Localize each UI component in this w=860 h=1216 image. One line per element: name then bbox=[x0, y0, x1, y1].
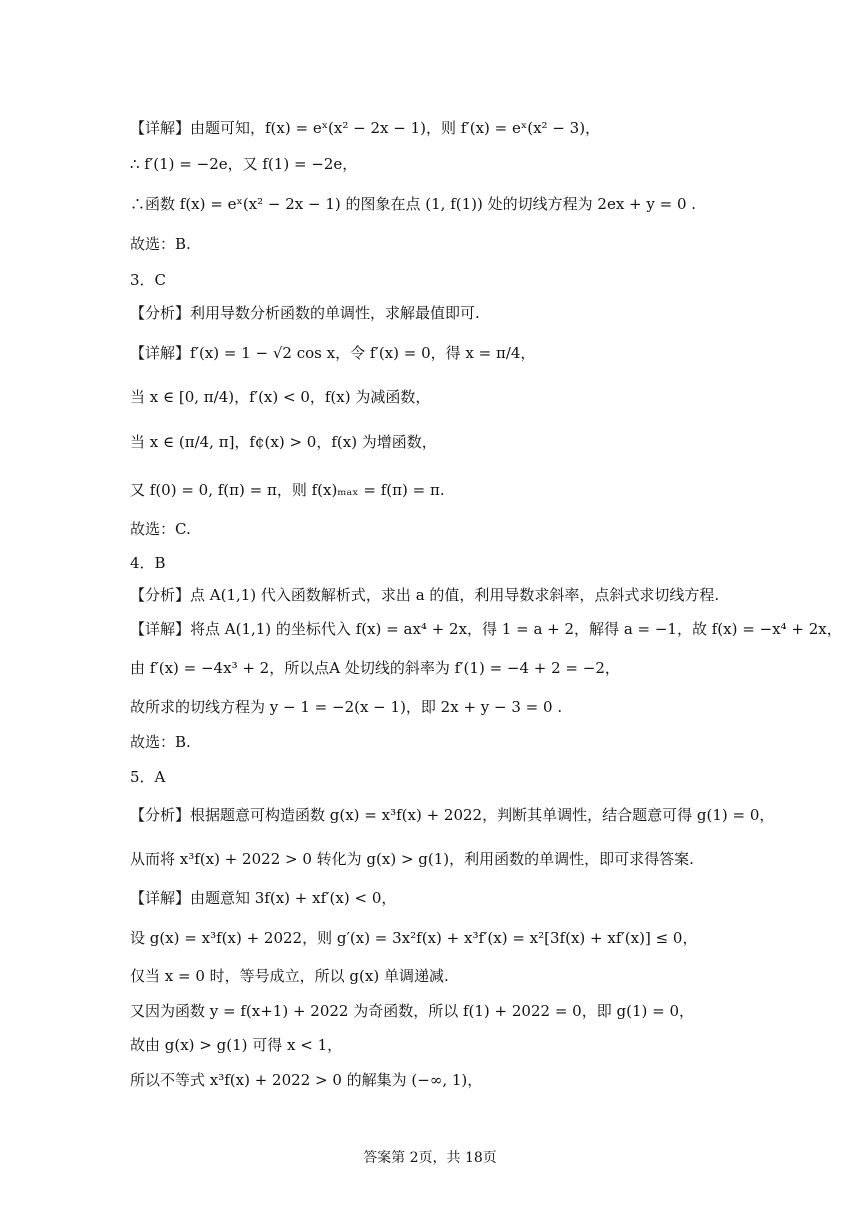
text-line: 当 x ∈ (π/4, π]，f¢(x) > 0，f(x) 为增函数， bbox=[130, 433, 437, 451]
text-line: 【分析】点 A(1,1) 代入函数解析式，求出 a 的值，利用导数求斜率，点斜式求切线方程. bbox=[130, 586, 720, 604]
text-line: 当 x ∈ [0, π/4)，f′(x) < 0，f(x) 为减函数， bbox=[130, 388, 431, 406]
text-line: 【详解】将点 A(1,1) 的坐标代入 f(x) = ax⁴ + 2x，得 1 = a + 2，解得 a = −1，故 f(x) = −x⁴ + 2x， bbox=[130, 620, 842, 638]
question-number: 4．B bbox=[130, 554, 166, 572]
text-line: 故所求的切线方程为 y − 1 = −2(x − 1)，即 2x + y − 3 = 0 . bbox=[130, 698, 563, 716]
text-line: 故由 g(x) > g(1) 可得 x < 1， bbox=[130, 1036, 343, 1054]
text-line: 仅当 x = 0 时，等号成立，所以 g(x) 单调递减. bbox=[130, 967, 449, 985]
text-line: ∴ f′(1) = −2e，又 f(1) = −2e， bbox=[130, 155, 358, 173]
text-line: 【详解】f′(x) = 1 − √2 cos x，令 f′(x) = 0，得 x = π/4， bbox=[130, 344, 536, 362]
text-line: 所以不等式 x³f(x) + 2022 > 0 的解集为 (−∞, 1)， bbox=[130, 1071, 483, 1089]
text-line: 故选：B. bbox=[130, 235, 191, 253]
page-footer: 答案第 2页，共 18页 bbox=[363, 1150, 497, 1166]
text-line: 【分析】利用导数分析函数的单调性，求解最值即可. bbox=[130, 304, 480, 322]
text-line: 【详解】由题可知，f(x) = eˣ(x² − 2x − 1)，则 f′(x) = eˣ(x² − 3)， bbox=[130, 119, 601, 137]
text-line: 设 g(x) = x³f(x) + 2022，则 g′(x) = 3x²f(x) + x³f′(x) = x²[3f(x) + xf′(x)] ≤ 0， bbox=[130, 929, 698, 947]
text-line: 又 f(0) = 0, f(π) = π，则 f(x)ₘₐₓ = f(π) = π. bbox=[130, 481, 445, 499]
text-line: 从而将 x³f(x) + 2022 > 0 转化为 g(x) > g(1)，利用函数的单调性，即可求得答案. bbox=[130, 850, 694, 868]
text-line: ∴函数 f(x) = eˣ(x² − 2x − 1) 的图象在点 (1, f(1)) 处的切线方程为 2ex + y = 0 . bbox=[130, 195, 697, 213]
question-number: 3．C bbox=[130, 271, 167, 289]
text-line: 又因为函数 y = f(x+1) + 2022 为奇函数，所以 f(1) + 2022 = 0，即 g(1) = 0， bbox=[130, 1002, 694, 1020]
text-line: 故选：C. bbox=[130, 520, 191, 538]
question-number: 5．A bbox=[130, 768, 166, 786]
text-line: 由 f′(x) = −4x³ + 2，所以点A 处切线的斜率为 f′(1) = −4 + 2 = −2， bbox=[130, 659, 620, 677]
text-line: 【分析】根据题意可构造函数 g(x) = x³f(x) + 2022，判断其单调性，结合题意可得 g(1) = 0， bbox=[130, 806, 775, 824]
text-line: 【详解】由题意知 3f(x) + xf′(x) < 0， bbox=[130, 889, 397, 907]
text-line: 故选：B. bbox=[130, 733, 191, 751]
